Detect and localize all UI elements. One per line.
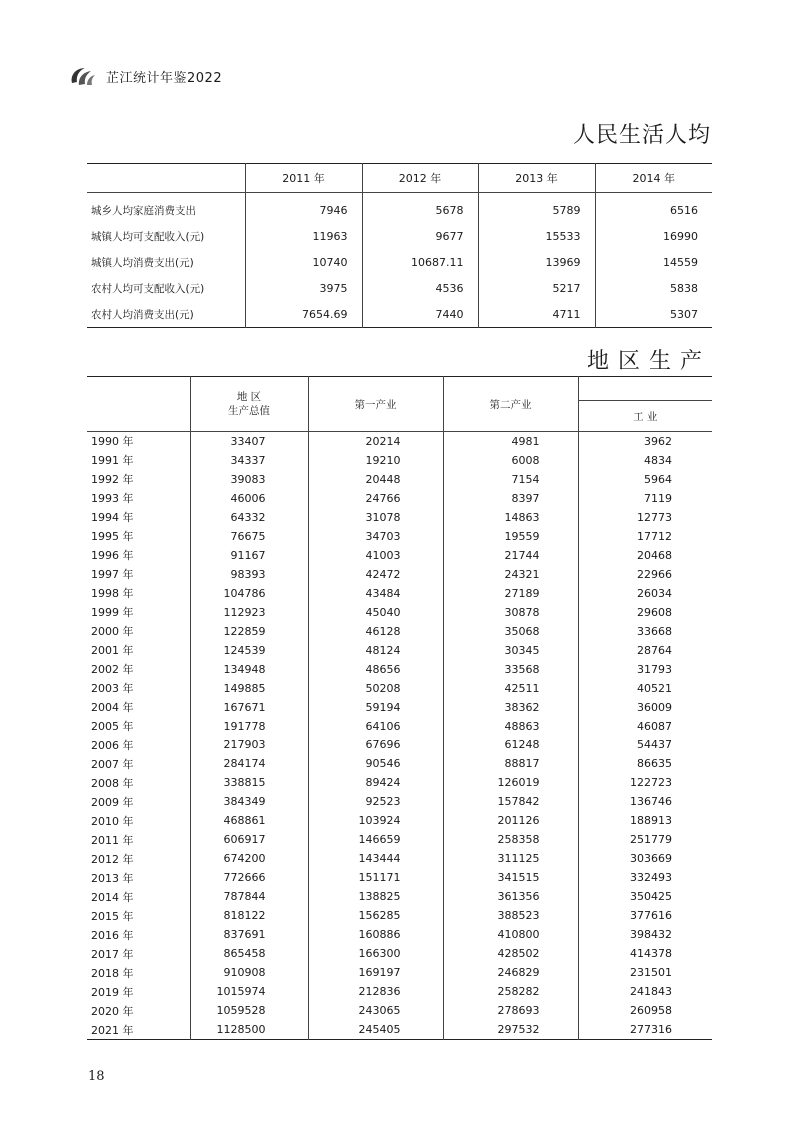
table-row	[87, 527, 712, 546]
table-cell: 91167	[190, 546, 308, 565]
table-cell: 11963	[245, 223, 362, 249]
table-cell: 191778	[190, 717, 308, 736]
table-cell: 7946	[245, 193, 362, 224]
regional-gdp-table	[87, 376, 712, 1040]
table-cell: 22966	[578, 565, 712, 584]
column-header: 2011 年	[245, 164, 362, 193]
year-label: 2007 年	[91, 757, 134, 771]
year-label: 2011 年	[91, 833, 134, 847]
table-cell: 46087	[578, 717, 712, 736]
table-cell: 157842	[443, 792, 578, 811]
stub-header	[87, 164, 245, 193]
table-cell: 3962	[578, 432, 712, 451]
year-label: 2005 年	[91, 720, 134, 734]
table-cell: 33668	[578, 622, 712, 641]
table-row	[87, 622, 712, 641]
table-row	[87, 660, 712, 679]
table-cell: 674200	[190, 849, 308, 868]
table-cell: 46006	[190, 489, 308, 508]
table-row	[87, 698, 712, 717]
table-cell: 8397	[443, 489, 578, 508]
table-cell: 212836	[308, 982, 443, 1001]
table-row	[87, 982, 712, 1001]
table-row	[87, 193, 712, 224]
table-cell: 76675	[190, 527, 308, 546]
table-cell: 818122	[190, 906, 308, 925]
year-label: 2014 年	[91, 890, 134, 904]
table-cell: 35068	[443, 622, 578, 641]
table-row	[87, 754, 712, 773]
table-cell: 4536	[362, 275, 478, 301]
table-cell: 146659	[308, 830, 443, 849]
table-cell: 151171	[308, 868, 443, 887]
table-row	[87, 249, 712, 275]
table-cell: 24766	[308, 489, 443, 508]
table-cell: 341515	[443, 868, 578, 887]
table-cell: 138825	[308, 887, 443, 906]
living-standard-table-title: 人民生活人均	[572, 123, 711, 148]
table-cell: 217903	[190, 736, 308, 755]
table-cell: 13969	[478, 249, 595, 275]
table-cell: 67696	[308, 736, 443, 755]
table-cell: 169197	[308, 963, 443, 982]
table-row	[87, 275, 712, 301]
table-cell: 39083	[190, 470, 308, 489]
table-cell: 4711	[478, 301, 595, 328]
gdp-column-header	[190, 377, 308, 432]
table-cell: 5838	[595, 275, 712, 301]
table-row	[87, 963, 712, 982]
table-row	[87, 925, 712, 944]
table-cell: 64106	[308, 717, 443, 736]
table-cell: 104786	[190, 584, 308, 603]
table-cell: 243065	[308, 1001, 443, 1020]
table-cell: 20214	[308, 432, 443, 451]
table-cell: 21744	[443, 546, 578, 565]
table-cell: 54437	[578, 736, 712, 755]
table-cell: 606917	[190, 830, 308, 849]
table-cell: 92523	[308, 792, 443, 811]
table-cell: 34703	[308, 527, 443, 546]
table-row	[87, 508, 712, 527]
table-row	[87, 301, 712, 328]
secondary-group-spacer	[578, 377, 712, 401]
table-row	[87, 603, 712, 622]
column-header: 2013 年	[478, 164, 595, 193]
table-row	[87, 830, 712, 849]
table-cell: 10740	[245, 249, 362, 275]
table-cell: 42472	[308, 565, 443, 584]
table-cell: 36009	[578, 698, 712, 717]
table-row	[87, 470, 712, 489]
table-cell: 245405	[308, 1020, 443, 1039]
table-cell: 90546	[308, 754, 443, 773]
table-cell: 167671	[190, 698, 308, 717]
year-label: 1995 年	[91, 530, 134, 544]
table-row	[87, 717, 712, 736]
table-row	[87, 849, 712, 868]
table-cell: 122723	[578, 773, 712, 792]
table-cell: 136746	[578, 792, 712, 811]
table-row	[87, 773, 712, 792]
table-cell: 30345	[443, 641, 578, 660]
table-cell: 1128500	[190, 1020, 308, 1039]
table-cell: 188913	[578, 811, 712, 830]
table-cell: 5217	[478, 275, 595, 301]
year-label: 2008 年	[91, 776, 134, 790]
table-cell: 9677	[362, 223, 478, 249]
table-cell: 31793	[578, 660, 712, 679]
table-cell: 59194	[308, 698, 443, 717]
table-row	[87, 584, 712, 603]
year-label: 1996 年	[91, 549, 134, 563]
table-cell: 468861	[190, 811, 308, 830]
table-cell: 43484	[308, 584, 443, 603]
row-label: 农村人均可支配收入(元)	[91, 282, 205, 295]
table-row	[87, 906, 712, 925]
table-cell: 124539	[190, 641, 308, 660]
table-cell: 88817	[443, 754, 578, 773]
year-label: 1997 年	[91, 568, 134, 582]
table-cell: 156285	[308, 906, 443, 925]
year-label: 2017 年	[91, 947, 134, 961]
table-cell: 61248	[443, 736, 578, 755]
table-cell: 30878	[443, 603, 578, 622]
table-cell: 1015974	[190, 982, 308, 1001]
table-cell: 33407	[190, 432, 308, 451]
year-label: 2000 年	[91, 625, 134, 639]
table-cell: 64332	[190, 508, 308, 527]
table-row	[87, 944, 712, 963]
table-cell: 303669	[578, 849, 712, 868]
table-cell: 31078	[308, 508, 443, 527]
table-cell: 338815	[190, 773, 308, 792]
column-header: 2014 年	[595, 164, 712, 193]
table-row	[87, 868, 712, 887]
table-cell: 384349	[190, 792, 308, 811]
table-row	[87, 432, 712, 451]
table-row	[87, 546, 712, 565]
table-cell: 4981	[443, 432, 578, 451]
table-cell: 297532	[443, 1020, 578, 1039]
year-label: 2015 年	[91, 909, 134, 923]
table-cell: 350425	[578, 887, 712, 906]
table-cell: 410800	[443, 925, 578, 944]
page-number: 18	[88, 1069, 105, 1084]
table-cell: 50208	[308, 679, 443, 698]
table-cell: 277316	[578, 1020, 712, 1039]
table-header-row	[87, 164, 712, 193]
table-cell: 10687.11	[362, 249, 478, 275]
year-label: 1999 年	[91, 606, 134, 620]
table-cell: 40521	[578, 679, 712, 698]
table-cell: 772666	[190, 868, 308, 887]
row-label: 城镇人均可支配收入(元)	[91, 230, 205, 243]
table-cell: 38362	[443, 698, 578, 717]
table-cell: 414378	[578, 944, 712, 963]
year-label: 1990 年	[91, 435, 134, 449]
table-cell: 112923	[190, 603, 308, 622]
table-cell: 34337	[190, 451, 308, 470]
table-cell: 278693	[443, 1001, 578, 1020]
table-cell: 361356	[443, 887, 578, 906]
table-cell: 1059528	[190, 1001, 308, 1020]
table-cell: 7654.69	[245, 301, 362, 328]
year-label: 2016 年	[91, 928, 134, 942]
table-cell: 377616	[578, 906, 712, 925]
table-cell: 251779	[578, 830, 712, 849]
table-cell: 103924	[308, 811, 443, 830]
table-cell: 46128	[308, 622, 443, 641]
table-cell: 42511	[443, 679, 578, 698]
table-cell: 143444	[308, 849, 443, 868]
year-label: 1993 年	[91, 492, 134, 506]
table-cell: 17712	[578, 527, 712, 546]
table-row	[87, 679, 712, 698]
table-row	[87, 811, 712, 830]
table-cell: 837691	[190, 925, 308, 944]
table-cell: 24321	[443, 565, 578, 584]
column-header: 2012 年	[362, 164, 478, 193]
table-cell: 332493	[578, 868, 712, 887]
regional-gdp-table-title: 地区生产	[586, 349, 711, 374]
table-cell: 160886	[308, 925, 443, 944]
table-cell: 910908	[190, 963, 308, 982]
table-cell: 865458	[190, 944, 308, 963]
year-label: 1991 年	[91, 454, 134, 468]
year-label: 2010 年	[91, 814, 134, 828]
year-label: 2003 年	[91, 682, 134, 696]
table-cell: 258282	[443, 982, 578, 1001]
year-label: 2012 年	[91, 852, 134, 866]
table-cell: 5789	[478, 193, 595, 224]
table-cell: 5307	[595, 301, 712, 328]
table-cell: 311125	[443, 849, 578, 868]
table-row	[87, 736, 712, 755]
table-row	[87, 489, 712, 508]
table-cell: 48124	[308, 641, 443, 660]
table-cell: 29608	[578, 603, 712, 622]
table-row	[87, 565, 712, 584]
table-cell: 19210	[308, 451, 443, 470]
table-cell: 6008	[443, 451, 578, 470]
book-title: 芷江统计年鉴2022	[106, 70, 223, 86]
table-cell: 15533	[478, 223, 595, 249]
table-cell: 6516	[595, 193, 712, 224]
table-cell: 134948	[190, 660, 308, 679]
row-label: 城乡人均家庭消费支出	[91, 204, 196, 217]
table-cell: 260958	[578, 1001, 712, 1020]
table-cell: 27189	[443, 584, 578, 603]
table-cell: 258358	[443, 830, 578, 849]
year-label: 2018 年	[91, 966, 134, 980]
year-label: 2009 年	[91, 795, 134, 809]
year-label: 2001 年	[91, 644, 134, 658]
year-label: 2006 年	[91, 738, 134, 752]
table-cell: 428502	[443, 944, 578, 963]
table-cell: 48863	[443, 717, 578, 736]
year-label: 1992 年	[91, 473, 134, 487]
table-row	[87, 1020, 712, 1039]
table-cell: 149885	[190, 679, 308, 698]
year-label: 2021 年	[91, 1023, 134, 1037]
table-cell: 122859	[190, 622, 308, 641]
table-cell: 41003	[308, 546, 443, 565]
table-cell: 28764	[578, 641, 712, 660]
yearbook-logo-icon	[68, 65, 98, 87]
year-label: 2020 年	[91, 1004, 134, 1018]
table-cell: 5964	[578, 470, 712, 489]
year-label: 2013 年	[91, 871, 134, 885]
row-label: 城镇人均消费支出(元)	[91, 256, 194, 269]
table-cell: 7154	[443, 470, 578, 489]
table-cell: 4834	[578, 451, 712, 470]
table-cell: 45040	[308, 603, 443, 622]
table-row	[87, 792, 712, 811]
table-row	[87, 887, 712, 906]
table-cell: 5678	[362, 193, 478, 224]
table-cell: 7440	[362, 301, 478, 328]
table-cell: 231501	[578, 963, 712, 982]
table-cell: 19559	[443, 527, 578, 546]
page-header	[68, 64, 222, 88]
table-cell: 241843	[578, 982, 712, 1001]
table-row	[87, 1001, 712, 1020]
primary-industry-header: 第一产业	[308, 377, 443, 432]
table-row	[87, 641, 712, 660]
secondary-industry-header: 第二产业	[443, 377, 578, 432]
row-label: 农村人均消费支出(元)	[91, 308, 194, 321]
table-cell: 787844	[190, 887, 308, 906]
gdp-header-line2: 生产总值	[228, 405, 270, 417]
table-cell: 398432	[578, 925, 712, 944]
table-cell: 89424	[308, 773, 443, 792]
table-cell: 20468	[578, 546, 712, 565]
table-cell: 3975	[245, 275, 362, 301]
table-cell: 86635	[578, 754, 712, 773]
table-cell: 12773	[578, 508, 712, 527]
year-label: 2004 年	[91, 701, 134, 715]
table-cell: 16990	[595, 223, 712, 249]
table-cell: 14559	[595, 249, 712, 275]
table-cell: 20448	[308, 470, 443, 489]
gdp-header-line1: 地 区	[236, 391, 262, 403]
table-cell: 26034	[578, 584, 712, 603]
table-cell: 246829	[443, 963, 578, 982]
year-label: 2002 年	[91, 663, 134, 677]
table-cell: 166300	[308, 944, 443, 963]
table-cell: 14863	[443, 508, 578, 527]
industry-column-header: 工 业	[578, 401, 712, 432]
year-label: 1994 年	[91, 511, 134, 525]
table-cell: 98393	[190, 565, 308, 584]
table-cell: 126019	[443, 773, 578, 792]
table-cell: 284174	[190, 754, 308, 773]
living-standard-table	[87, 163, 712, 328]
table-row	[87, 451, 712, 470]
year-label: 2019 年	[91, 985, 134, 999]
table-cell: 7119	[578, 489, 712, 508]
table-row	[87, 223, 712, 249]
year-label: 1998 年	[91, 587, 134, 601]
table-cell: 33568	[443, 660, 578, 679]
table-cell: 201126	[443, 811, 578, 830]
stub-header	[87, 377, 190, 432]
table-cell: 48656	[308, 660, 443, 679]
table-cell: 388523	[443, 906, 578, 925]
